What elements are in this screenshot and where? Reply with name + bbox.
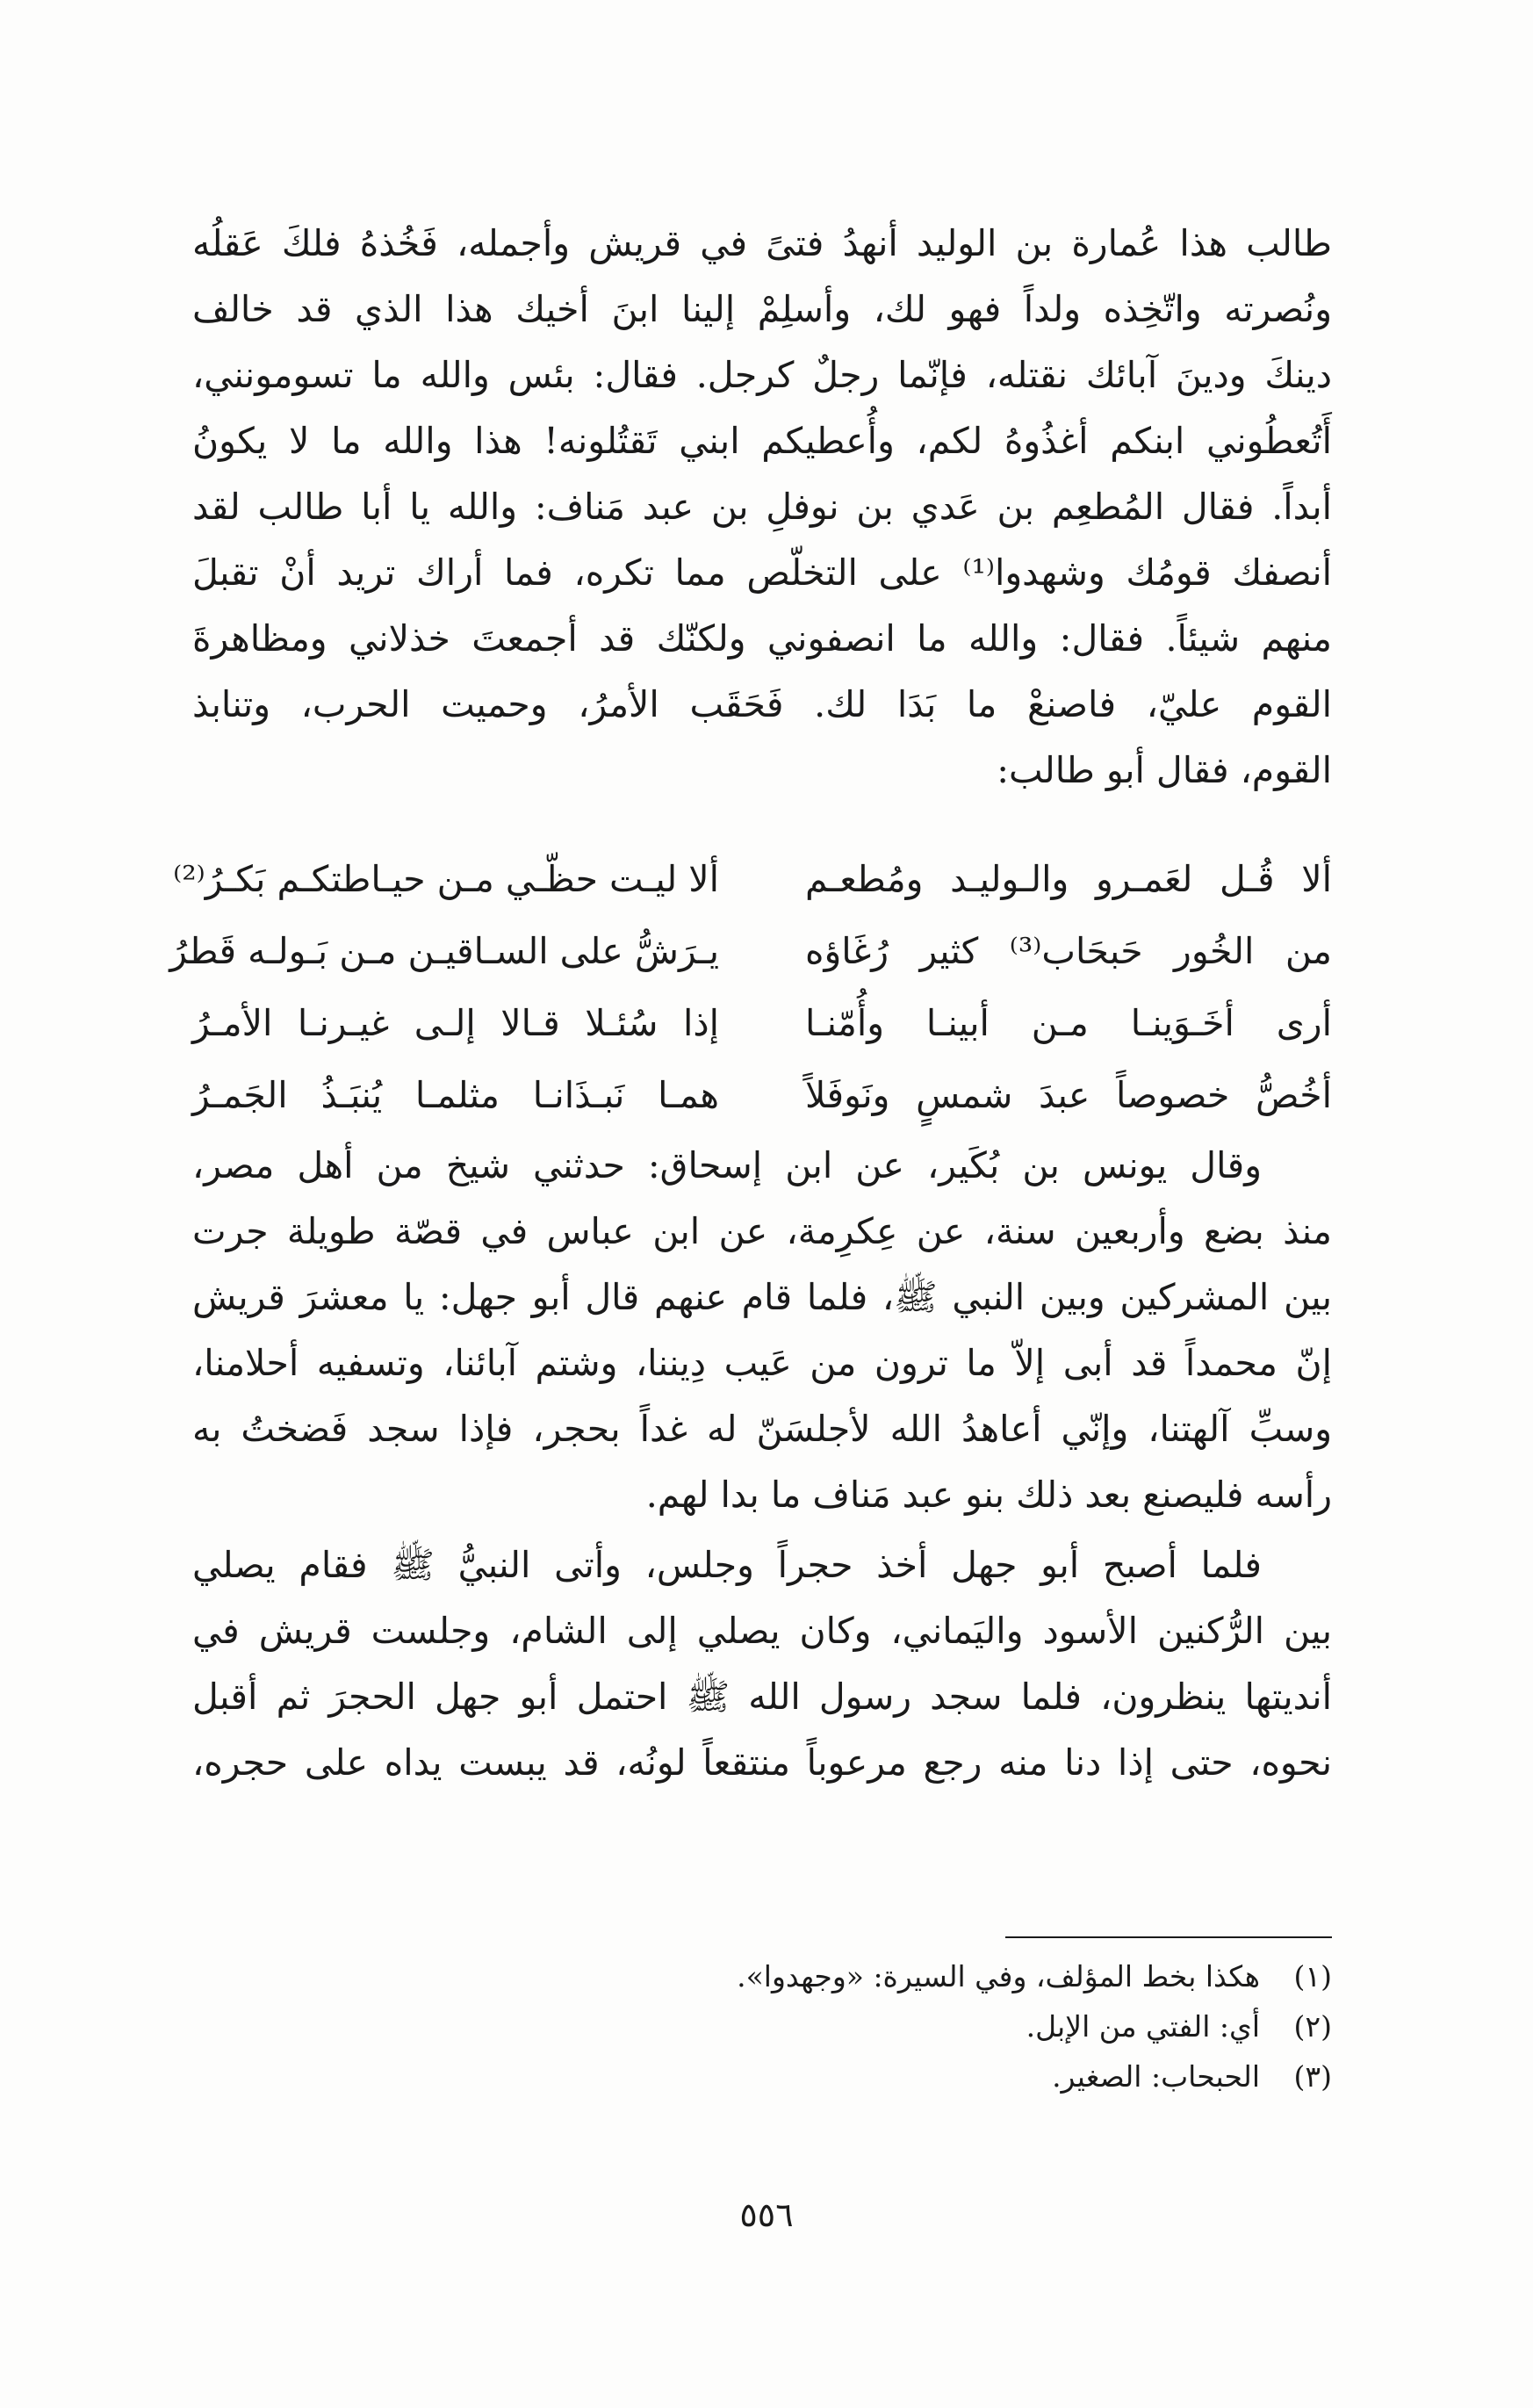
verse-second-hemistich: يـرَشُّ على السـاقيـن مـن بَـولـه قَطرُ	[169, 930, 719, 972]
footnote	[192, 1951, 1332, 2001]
page-number: ٥٥٦	[739, 2195, 794, 2234]
poem	[169, 843, 1332, 1131]
text-line: منهم شيئاً. فقال: والله ما انصفوني ولكنّك قد أجمعتَ خذلاني ومظاهرةَ	[192, 617, 1332, 660]
footnote-text: الحبحاب: الصغير.	[1052, 2059, 1260, 2094]
text-line: بين المشركين وبين النبي ﷺ، فلما قام عنهم قال أبو جهل: يا معشرَ قريش	[192, 1276, 1332, 1318]
text-line: أنصفك قومُك وشهدوا⁽¹⁾ على التخلّص مما تكره، فما أراك تريد أنْ تقبلَ	[192, 552, 1332, 594]
text-line: وقال يونس بن بُكَير، عن ابن إسحاق: حدثني شيخ من أهل مصر،	[192, 1144, 1262, 1186]
text-line: رأسه فليصنع بعد ذلك بنو عبد مَناف ما بدا لهم.	[645, 1474, 1332, 1516]
footnote-divider	[1005, 1936, 1332, 1938]
paragraph-3	[192, 1532, 1332, 1796]
text-line: دينكَ ودينَ آبائك نقتله، فإنّما رجلٌ كرجل. فقال: بئس والله ما تسومونني،	[192, 354, 1332, 396]
footnote	[192, 2051, 1332, 2102]
footnote-number: (١)	[1293, 1959, 1332, 1993]
text-line: القوم، فقال أبو طالب:	[997, 749, 1332, 791]
footnotes	[192, 1951, 1332, 2102]
footnote	[192, 2001, 1332, 2051]
paragraph-1	[192, 211, 1332, 804]
poem-verse	[173, 843, 1332, 915]
text-line: ونُصرته واتّخِذه ولداً فهو لك، وأسلِمْ إلينا ابنَ أخيك هذا الذي قد خالف	[192, 288, 1332, 330]
poem-verse	[192, 987, 1332, 1059]
text-line: وسبِّ آلهتنا، وإنّي أعاهدُ الله لأجلسَنّ له غداً بحجر، فإذا سجد فَضختُ به	[192, 1408, 1332, 1450]
verse-first-hemistich: أرى أخَـوَينـا مـن أبينـا وأُمّنـا	[805, 1002, 1332, 1044]
text-line: إنّ محمداً قد أبى إلاّ ما ترون من عَيب دِيننا، وشتم آبائنا، وتسفيه أحلامنا،	[192, 1342, 1332, 1384]
poem-verse	[192, 1059, 1332, 1131]
verse-second-hemistich: ألا ليـت حظّـي مـن حيـاطتكـم بَكـرُ⁽²⁾	[173, 858, 719, 900]
text-line: القوم عليّ، فاصنعْ ما بَدَا لك. فَحَقَب الأمرُ، وحميت الحرب، وتنابذ	[192, 683, 1332, 725]
footnote-number: (٣)	[1293, 2059, 1332, 2094]
footnote-text: هكذا بخط المؤلف، وفي السيرة: «وجهدوا».	[737, 1959, 1260, 1993]
poem-verse	[169, 915, 1332, 987]
paragraph-2	[192, 1133, 1332, 1528]
footnote-text: أي: الفتي من الإبل.	[1026, 2009, 1260, 2044]
text-line: بين الرُّكنين الأسود واليَماني، وكان يصلي إلى الشام، وجلست قريش في	[192, 1610, 1332, 1652]
text-line: فلما أصبح أبو جهل أخذ حجراً وجلس، وأتى النبيُّ ﷺ فقام يصلي	[192, 1544, 1262, 1586]
verse-second-hemistich: همـا نَبـذَانـا مثلمـا يُنبَـذُ الجَمـرُ	[192, 1074, 719, 1116]
footnote-number: (٢)	[1293, 2009, 1332, 2044]
text-line: أنديتها ينظرون، فلما سجد رسول الله ﷺ احتمل أبو جهل الحجرَ ثم أقبل	[192, 1676, 1332, 1718]
text-line: نحوه، حتى إذا دنا منه رجع مرعوباً منتقعاً لونُه، قد يبست يداه على حجره،	[192, 1741, 1332, 1784]
verse-first-hemistich: من الخُور حَبحَاب⁽³⁾ كثير رُغَاؤه	[805, 930, 1332, 972]
text-line: منذ بضع وأربعين سنة، عن عِكرِمة، عن ابن عباس في قصّة طويلة جرت	[192, 1210, 1332, 1252]
text-line: طالب هذا عُمارة بن الوليد أنهدُ فتىً في قريش وأجمله، فَخُذهُ فلكَ عَقلُه	[192, 222, 1332, 264]
text-line: أبداً. فقال المُطعِم بن عَدي بن نوفلِ بن عبد مَناف: والله يا أبا طالب لقد	[192, 486, 1332, 528]
verse-first-hemistich: أخُصُّ خصوصاً عبدَ شمسٍ ونَوفَلاً	[805, 1074, 1332, 1116]
text-line: أَتُعطُوني ابنكم أغذُوهُ لكم، وأُعطيكم ابني تَقتُلونه! هذا والله ما لا يكونُ	[192, 420, 1332, 462]
verse-second-hemistich: إذا سُئـلا قـالا إلـى غيـرنـا الأمـرُ	[192, 1002, 719, 1044]
verse-first-hemistich: ألا قُـل لعَمـرو والـوليـد ومُطعـم	[805, 858, 1332, 900]
